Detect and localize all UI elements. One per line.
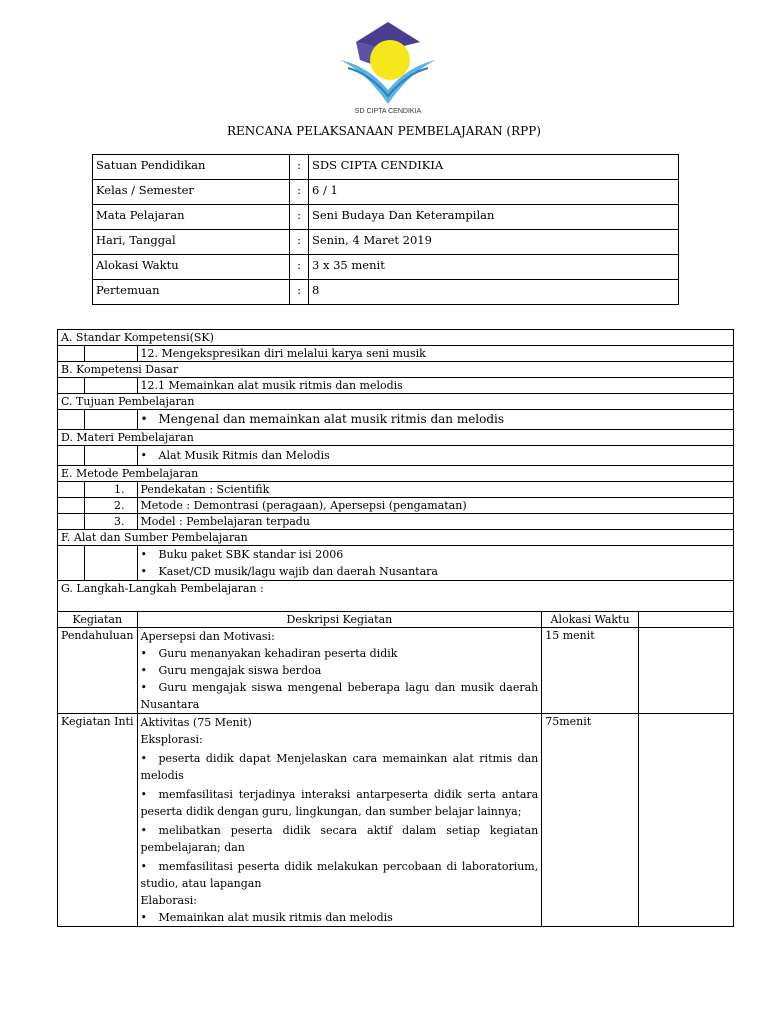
- step-row-inti: [58, 714, 734, 927]
- identity-row: [93, 205, 679, 230]
- rpp-table: [57, 329, 734, 927]
- section-c-heading: C. Tujuan Pembelajaran: [58, 394, 734, 410]
- section-f-items: [137, 546, 733, 581]
- bullet-icon: •: [140, 664, 148, 677]
- method-item: Model : Pembelajaran terpadu: [137, 514, 733, 530]
- list-item: • Guru menanyakan kehadiran peserta didik: [140, 647, 398, 660]
- section-f-heading: F. Alat dan Sumber Pembelajaran: [58, 530, 734, 546]
- identity-sep: :: [290, 205, 309, 230]
- step-description: Aktivitas (75 Menit) Eksplorasi: • peserta didik dapat Menjelaskan cara memainkan alat ritmis dan melodis • memfasilitasi terjadinya interaksi antarpeserta didik serta antara peserta didik dengan guru, lingkungan, dan sumber belajar lainnya; • melibatkan peserta didik secara aktif dalam setiap kegiatan pembelajaran; dan • memfasilitasi peserta didik melakukan percobaan di laboratorium, studio, atau lapangan Elaborasi: • Memainkan alat musik ritmis dan melodis: [137, 714, 542, 927]
- identity-table: [92, 154, 679, 305]
- section-b-item: 12.1 Memainkan alat musik ritmis dan melodis: [137, 378, 733, 394]
- bullet-icon: •: [140, 565, 148, 578]
- section-c-item: • Mengenal dan memainkan alat musik ritmis dan melodis: [137, 410, 733, 430]
- step-row-pendahuluan: [58, 628, 734, 714]
- identity-row: [93, 255, 679, 280]
- section-a-item: 12. Mengekspresikan diri melalui karya seni musik: [137, 346, 733, 362]
- section-e-heading: E. Metode Pembelajaran: [58, 466, 734, 482]
- identity-sep: :: [290, 280, 309, 305]
- bullet-icon: •: [140, 412, 148, 426]
- method-item: Pendekatan : Scientifik: [137, 482, 733, 498]
- list-item: • peserta didik dapat Menjelaskan cara memainkan alat ritmis dan melodis: [140, 752, 539, 782]
- identity-value: Senin, 4 Maret 2019: [309, 230, 679, 255]
- step-description: Apersepsi dan Motivasi: • Guru menanyakan kehadiran peserta didik • Guru mengajak siswa berdoa • Guru mengajak siswa mengenal beberapa lagu dan musik daerah Nusantara: [137, 628, 542, 714]
- step-label: Pendahuluan: [58, 628, 138, 714]
- identity-value: SDS CIPTA CENDIKIA: [309, 155, 679, 180]
- list-item: • memfasilitasi terjadinya interaksi antarpeserta didik serta antara peserta didik dengan guru, lingkungan, dan sumber belajar lainnya;: [140, 788, 539, 818]
- steps-header-row: [58, 612, 734, 628]
- document-title: RENCANA PELAKSANAAN PEMBELAJARAN (RPP): [227, 124, 541, 138]
- bullet-icon: •: [140, 824, 148, 837]
- identity-label: Satuan Pendidikan: [93, 155, 290, 180]
- list-item: • Kaset/CD musik/lagu wajib dan daerah Nusantara: [140, 565, 438, 578]
- method-number: 3.: [84, 514, 137, 530]
- method-number: 1.: [84, 482, 137, 498]
- bullet-icon: •: [140, 911, 148, 924]
- bullet-icon: •: [140, 548, 148, 561]
- identity-label: Pertemuan: [93, 280, 290, 305]
- bullet-icon: •: [140, 860, 148, 873]
- section-d-item: • Alat Musik Ritmis dan Melodis: [137, 446, 733, 466]
- step-label: Kegiatan Inti: [58, 714, 138, 927]
- bullet-icon: •: [140, 449, 148, 462]
- logo-caption: SD CIPTA CENDIKIA: [354, 108, 422, 115]
- bullet-icon: •: [140, 752, 148, 765]
- list-item: • Buku paket SBK standar isi 2006: [140, 548, 344, 561]
- list-item: • Memainkan alat musik ritmis dan melodis: [140, 911, 393, 924]
- identity-row: [93, 155, 679, 180]
- method-number: 2.: [84, 498, 137, 514]
- identity-value: Seni Budaya Dan Keterampilan: [309, 205, 679, 230]
- section-g-heading: G. Langkah-Langkah Pembelajaran :: [58, 581, 734, 612]
- section-b-heading: B. Kompetensi Dasar: [58, 362, 734, 378]
- identity-row: [93, 230, 679, 255]
- identity-label: Hari, Tanggal: [93, 230, 290, 255]
- section-d-heading: D. Materi Pembelajaran: [58, 430, 734, 446]
- identity-row: [93, 280, 679, 305]
- list-item: • melibatkan peserta didik secara aktif dalam setiap kegiatan pembelajaran; dan: [140, 824, 539, 854]
- list-item: • Guru mengajak siswa mengenal beberapa lagu dan musik daerah Nusantara: [140, 681, 539, 711]
- identity-label: Mata Pelajaran: [93, 205, 290, 230]
- identity-sep: :: [290, 155, 309, 180]
- identity-value: 6 / 1: [309, 180, 679, 205]
- step-time: 15 menit: [542, 628, 639, 714]
- identity-sep: :: [290, 230, 309, 255]
- identity-value: 3 x 35 menit: [309, 255, 679, 280]
- identity-value: 8: [309, 280, 679, 305]
- identity-sep: :: [290, 255, 309, 280]
- identity-label: Alokasi Waktu: [93, 255, 290, 280]
- header-waktu: Alokasi Waktu: [542, 612, 639, 628]
- header-deskripsi: Deskripsi Kegiatan: [137, 612, 542, 628]
- header-kegiatan: Kegiatan: [58, 612, 138, 628]
- school-logo: [338, 20, 438, 120]
- identity-sep: :: [290, 180, 309, 205]
- bullet-icon: •: [140, 681, 148, 694]
- list-item: • Guru mengajak siswa berdoa: [140, 664, 322, 677]
- list-item: • memfasilitasi peserta didik melakukan percobaan di laboratorium, studio, atau lapangan: [140, 860, 539, 890]
- bullet-icon: •: [140, 647, 148, 660]
- identity-label: Kelas / Semester: [93, 180, 290, 205]
- section-a-heading: A. Standar Kompetensi(SK): [58, 330, 734, 346]
- method-item: Metode : Demontrasi (peragaan), Apersepsi (pengamatan): [137, 498, 733, 514]
- identity-row: [93, 180, 679, 205]
- step-time: 75menit: [542, 714, 639, 927]
- bullet-icon: •: [140, 788, 148, 801]
